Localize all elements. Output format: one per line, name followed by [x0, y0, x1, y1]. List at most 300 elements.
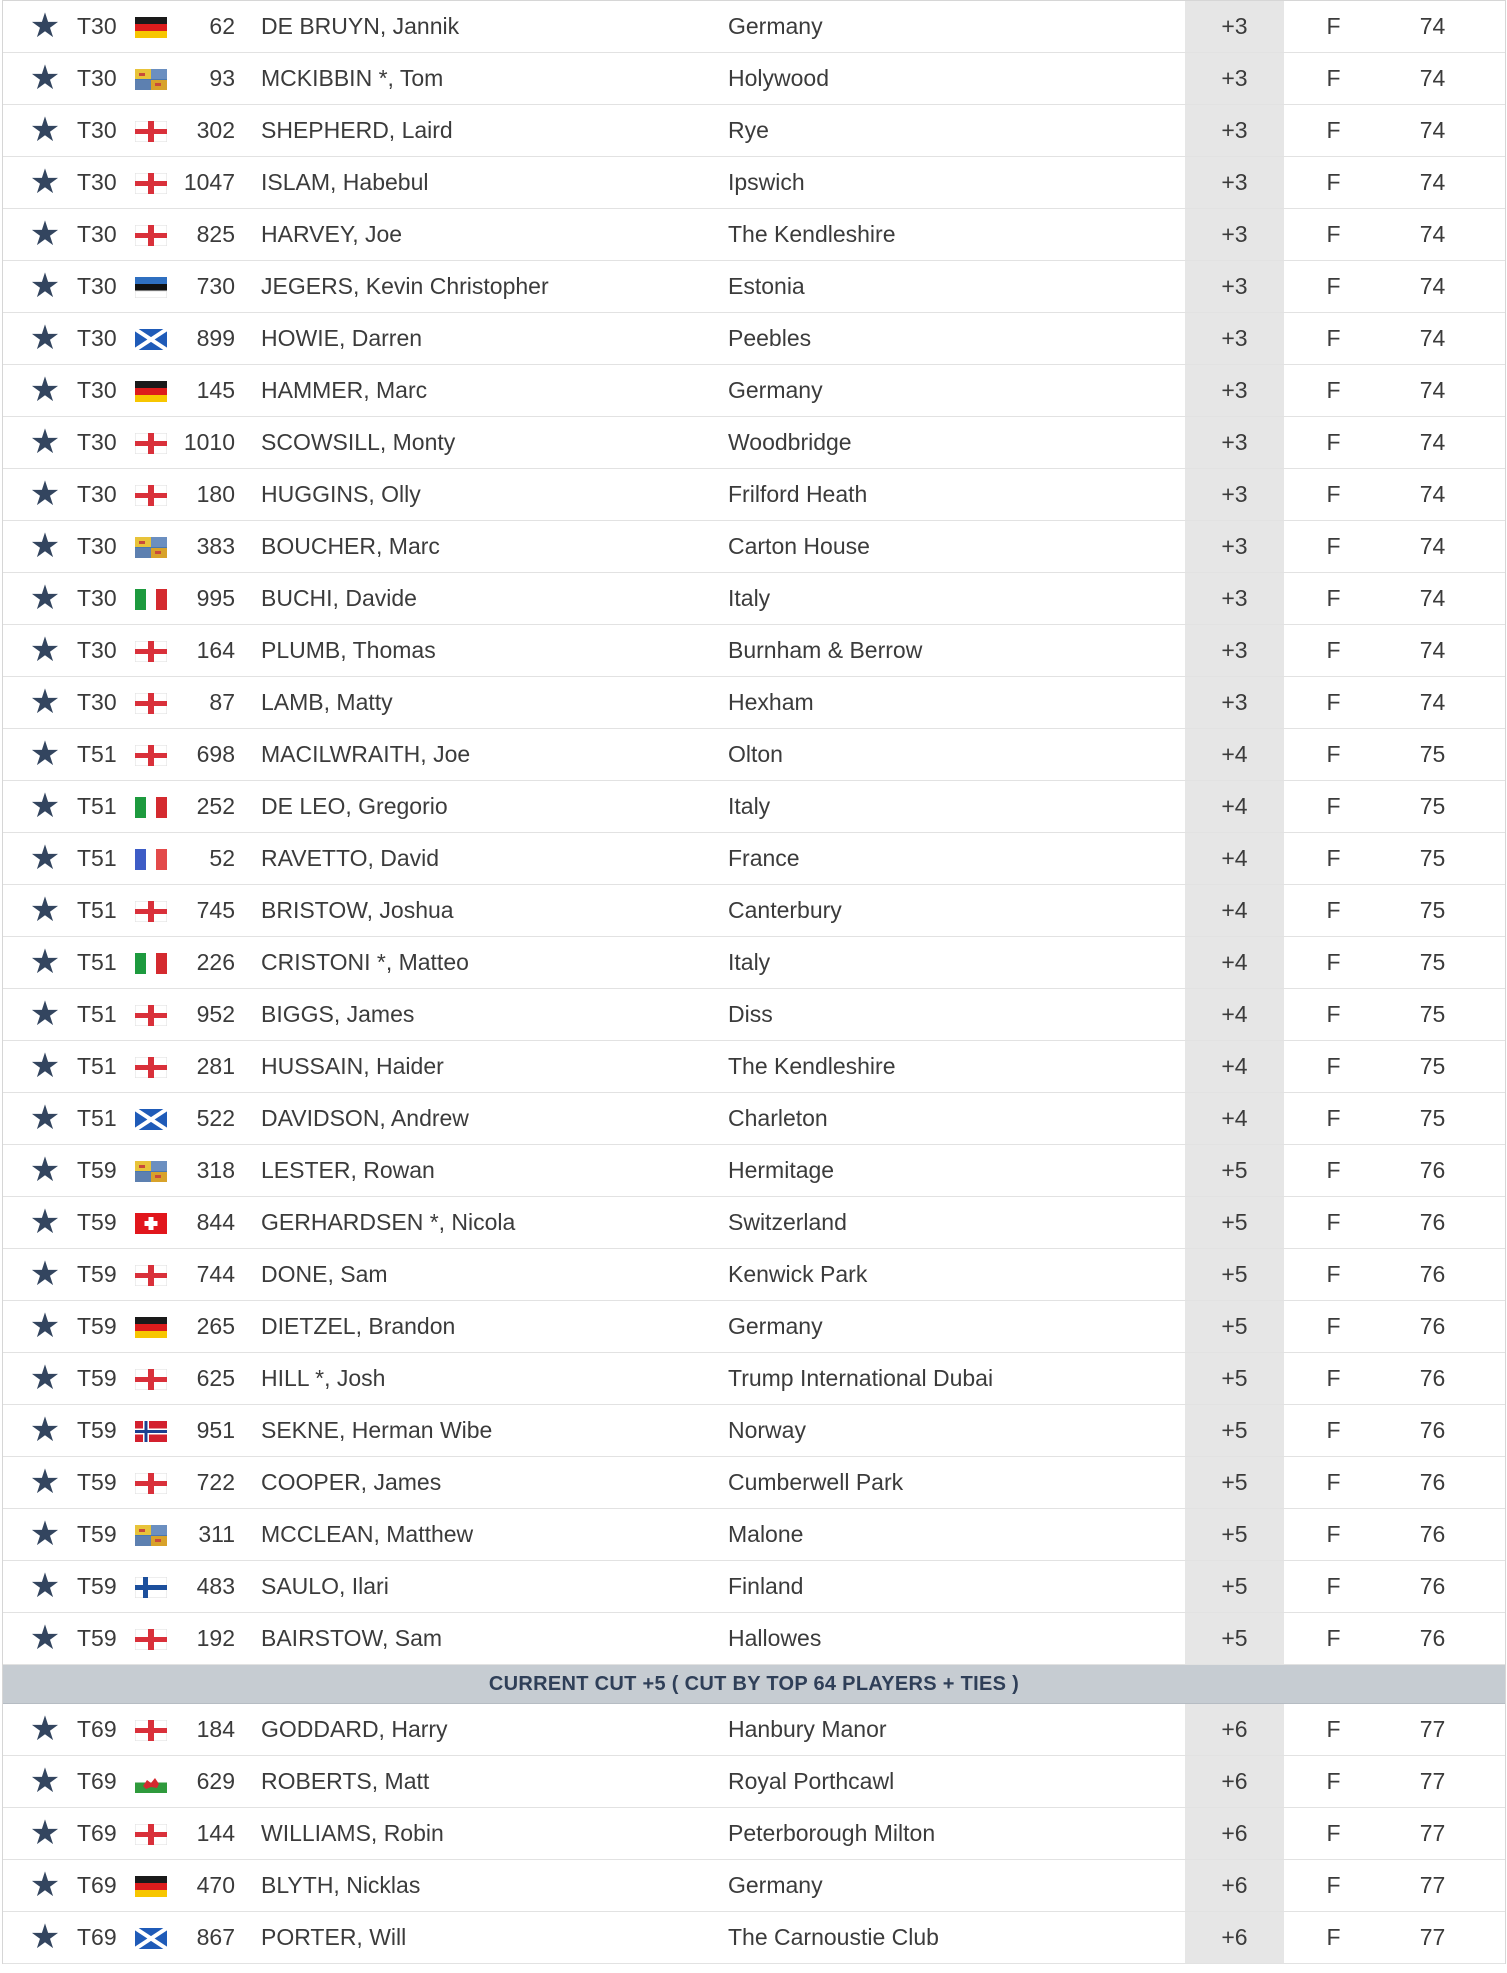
- player-club: Holywood: [728, 65, 829, 91]
- eng-flag-icon: [135, 901, 167, 922]
- holes-thru: F: [1326, 13, 1341, 39]
- position: T59: [77, 1261, 117, 1287]
- player-name-link[interactable]: GERHARDSEN *, Nicola: [261, 1209, 516, 1235]
- player-row[interactable]: [3, 261, 1505, 313]
- holes-thru: F: [1326, 325, 1341, 351]
- player-number: 87: [209, 689, 235, 715]
- position: T69: [77, 1872, 117, 1898]
- favourite-star-icon[interactable]: ★: [29, 1463, 61, 1501]
- holes-thru: F: [1326, 1365, 1341, 1391]
- player-name-link[interactable]: MACILWRAITH, Joe: [261, 741, 471, 767]
- player-name-link[interactable]: WILLIAMS, Robin: [261, 1820, 444, 1846]
- holes-thru: F: [1326, 1521, 1341, 1547]
- player-number: 844: [196, 1209, 235, 1235]
- player-row[interactable]: [3, 1704, 1505, 1756]
- holes-thru: F: [1326, 1716, 1341, 1742]
- player-row[interactable]: [3, 365, 1505, 417]
- player-club: The Carnoustie Club: [728, 1924, 939, 1950]
- player-name-link[interactable]: HUSSAIN, Haider: [261, 1053, 444, 1079]
- sco-flag-icon: [135, 1928, 167, 1949]
- favourite-star-icon[interactable]: ★: [29, 527, 61, 565]
- player-number: 698: [196, 741, 235, 767]
- round-total: 74: [1419, 429, 1446, 455]
- favourite-star-icon[interactable]: ★: [29, 1918, 61, 1956]
- ee-flag-icon: [135, 277, 167, 298]
- favourite-star-icon[interactable]: ★: [29, 1515, 61, 1553]
- player-club: Italy: [728, 793, 771, 819]
- eng-flag-icon: [135, 1720, 167, 1741]
- player-row[interactable]: [3, 1860, 1505, 1912]
- holes-thru: F: [1326, 65, 1341, 91]
- score-to-par: +3: [1185, 261, 1284, 312]
- favourite-star-icon[interactable]: ★: [29, 111, 61, 149]
- holes-thru: F: [1326, 1105, 1341, 1131]
- player-number: 144: [196, 1820, 235, 1846]
- player-name-link[interactable]: BRISTOW, Joshua: [261, 897, 454, 923]
- player-club: Malone: [728, 1521, 804, 1547]
- favourite-star-icon[interactable]: ★: [29, 1203, 61, 1241]
- score-to-par: +3: [1185, 157, 1284, 208]
- sco-flag-icon: [135, 1109, 167, 1130]
- holes-thru: F: [1326, 637, 1341, 663]
- player-row[interactable]: [3, 1613, 1505, 1665]
- player-row[interactable]: [3, 989, 1505, 1041]
- player-row[interactable]: [3, 209, 1505, 261]
- eng-flag-icon: [135, 1629, 167, 1650]
- position: T59: [77, 1469, 117, 1495]
- position: T30: [77, 65, 117, 91]
- score-to-par: +5: [1185, 1613, 1284, 1664]
- player-number: 722: [196, 1469, 235, 1495]
- player-number: 744: [196, 1261, 235, 1287]
- score-to-par: +5: [1185, 1249, 1284, 1300]
- ulster-flag-icon: [135, 1525, 167, 1546]
- player-name-link[interactable]: HOWIE, Darren: [261, 325, 423, 351]
- score-to-par: +3: [1185, 53, 1284, 104]
- round-total: 76: [1419, 1157, 1446, 1183]
- player-number: 625: [196, 1365, 235, 1391]
- favourite-star-icon[interactable]: ★: [29, 787, 61, 825]
- eng-flag-icon: [135, 485, 167, 506]
- cut-line-label: CURRENT CUT +5 ( CUT BY TOP 64 PLAYERS + TIES ): [488, 1673, 1020, 1695]
- favourite-star-icon[interactable]: ★: [29, 163, 61, 201]
- de-flag-icon: [135, 1876, 167, 1897]
- player-row[interactable]: [3, 1912, 1505, 1964]
- player-club: Olton: [728, 741, 783, 767]
- player-name-link[interactable]: GODDARD, Harry: [261, 1716, 448, 1742]
- round-total: 76: [1419, 1521, 1446, 1547]
- favourite-star-icon[interactable]: ★: [29, 1866, 61, 1904]
- player-club: Switzerland: [728, 1209, 847, 1235]
- player-row[interactable]: [3, 105, 1505, 157]
- player-club: Rye: [728, 117, 769, 143]
- player-row[interactable]: [3, 573, 1505, 625]
- player-number: 1010: [183, 429, 235, 455]
- favourite-star-icon[interactable]: ★: [29, 995, 61, 1033]
- player-number: 470: [196, 1872, 235, 1898]
- player-row[interactable]: [3, 1808, 1505, 1860]
- player-row[interactable]: [3, 1756, 1505, 1808]
- round-total: 74: [1419, 585, 1446, 611]
- position: T51: [77, 1105, 117, 1131]
- player-number: 318: [196, 1157, 235, 1183]
- position: T59: [77, 1157, 117, 1183]
- eng-flag-icon: [135, 1824, 167, 1845]
- round-total: 74: [1419, 637, 1446, 663]
- holes-thru: F: [1326, 845, 1341, 871]
- player-row[interactable]: [3, 1405, 1505, 1457]
- de-flag-icon: [135, 17, 167, 38]
- player-club: Peebles: [728, 325, 812, 351]
- player-number: 383: [196, 533, 235, 559]
- holes-thru: F: [1326, 169, 1341, 195]
- score-to-par: +5: [1185, 1197, 1284, 1248]
- eng-flag-icon: [135, 1473, 167, 1494]
- position: T30: [77, 169, 117, 195]
- position: T30: [77, 689, 117, 715]
- player-club: Cumberwell Park: [728, 1469, 904, 1495]
- favourite-star-icon[interactable]: ★: [29, 215, 61, 253]
- holes-thru: F: [1326, 1209, 1341, 1235]
- round-total: 76: [1419, 1365, 1446, 1391]
- favourite-star-icon[interactable]: ★: [29, 475, 61, 513]
- favourite-star-icon[interactable]: ★: [29, 1151, 61, 1189]
- round-total: 75: [1419, 897, 1446, 923]
- score-to-par: +6: [1185, 1704, 1284, 1755]
- favourite-star-icon[interactable]: ★: [29, 1359, 61, 1397]
- player-name-link[interactable]: BUCHI, Davide: [261, 585, 417, 611]
- round-total: 74: [1419, 117, 1446, 143]
- holes-thru: F: [1326, 1417, 1341, 1443]
- player-name-link[interactable]: ROBERTS, Matt: [261, 1768, 430, 1794]
- player-club: Diss: [728, 1001, 773, 1027]
- player-name-link[interactable]: SAULO, Ilari: [261, 1573, 389, 1599]
- player-number: 281: [196, 1053, 235, 1079]
- position: T59: [77, 1573, 117, 1599]
- position: T30: [77, 637, 117, 663]
- score-to-par: +5: [1185, 1145, 1284, 1196]
- score-to-par: +6: [1185, 1756, 1284, 1807]
- favourite-star-icon[interactable]: ★: [29, 683, 61, 721]
- player-row[interactable]: [3, 625, 1505, 677]
- player-number: 825: [196, 221, 235, 247]
- score-to-par: +4: [1185, 937, 1284, 988]
- leaderboard-rows-above-cut: [3, 1, 1505, 1665]
- player-row[interactable]: [3, 1561, 1505, 1613]
- player-name-link[interactable]: SHEPHERD, Laird: [261, 117, 453, 143]
- position: T59: [77, 1365, 117, 1391]
- player-name-link[interactable]: HARVEY, Joe: [261, 221, 403, 247]
- player-club: Germany: [728, 13, 823, 39]
- player-name-link[interactable]: DIETZEL, Brandon: [261, 1313, 456, 1339]
- favourite-star-icon[interactable]: ★: [29, 735, 61, 773]
- round-total: 74: [1419, 377, 1446, 403]
- player-club: Finland: [728, 1573, 804, 1599]
- player-club: Germany: [728, 377, 823, 403]
- score-to-par: +4: [1185, 781, 1284, 832]
- favourite-star-icon[interactable]: ★: [29, 1710, 61, 1748]
- score-to-par: +6: [1185, 1860, 1284, 1911]
- player-row[interactable]: [3, 313, 1505, 365]
- round-total: 74: [1419, 689, 1446, 715]
- score-to-par: +5: [1185, 1301, 1284, 1352]
- player-number: 311: [198, 1521, 235, 1547]
- score-to-par: +3: [1185, 365, 1284, 416]
- favourite-star-icon[interactable]: ★: [29, 1814, 61, 1852]
- player-number: 62: [209, 13, 235, 39]
- player-club: Canterbury: [728, 897, 842, 923]
- player-club: Kenwick Park: [728, 1261, 868, 1287]
- favourite-star-icon[interactable]: ★: [29, 1307, 61, 1345]
- player-name-link[interactable]: LESTER, Rowan: [261, 1157, 435, 1183]
- player-club: Royal Porthcawl: [728, 1768, 895, 1794]
- position: T59: [77, 1209, 117, 1235]
- player-name-link[interactable]: BIGGS, James: [261, 1001, 415, 1027]
- holes-thru: F: [1326, 585, 1341, 611]
- favourite-star-icon[interactable]: ★: [29, 891, 61, 929]
- position: T69: [77, 1820, 117, 1846]
- player-row[interactable]: [3, 521, 1505, 573]
- player-club: Carton House: [728, 533, 870, 559]
- eng-flag-icon: [135, 1369, 167, 1390]
- player-row[interactable]: [3, 157, 1505, 209]
- player-number: 184: [196, 1716, 235, 1742]
- favourite-star-icon[interactable]: ★: [29, 1619, 61, 1657]
- ulster-flag-icon: [135, 1161, 167, 1182]
- favourite-star-icon[interactable]: ★: [29, 1255, 61, 1293]
- round-total: 74: [1419, 65, 1446, 91]
- round-total: 74: [1419, 533, 1446, 559]
- player-row[interactable]: [3, 1509, 1505, 1561]
- ulster-flag-icon: [135, 69, 167, 90]
- position: T30: [77, 13, 117, 39]
- wal-flag-icon: [135, 1772, 167, 1793]
- eng-flag-icon: [135, 1057, 167, 1078]
- score-to-par: +4: [1185, 833, 1284, 884]
- player-number: 629: [196, 1768, 235, 1794]
- round-total: 77: [1419, 1872, 1446, 1898]
- player-number: 226: [196, 949, 235, 975]
- player-name-link[interactable]: MCKIBBIN *, Tom: [261, 65, 444, 91]
- score-to-par: +5: [1185, 1353, 1284, 1404]
- player-number: 745: [196, 897, 235, 923]
- player-club: Hallowes: [728, 1625, 822, 1651]
- player-club: Peterborough Milton: [728, 1820, 936, 1846]
- position: T51: [77, 845, 117, 871]
- eng-flag-icon: [135, 173, 167, 194]
- favourite-star-icon[interactable]: ★: [29, 319, 61, 357]
- player-name-link[interactable]: DE LEO, Gregorio: [261, 793, 448, 819]
- holes-thru: F: [1326, 273, 1341, 299]
- round-total: 74: [1419, 221, 1446, 247]
- player-club: Ipswich: [728, 169, 805, 195]
- holes-thru: F: [1326, 949, 1341, 975]
- favourite-star-icon[interactable]: ★: [29, 371, 61, 409]
- player-row[interactable]: [3, 937, 1505, 989]
- round-total: 76: [1419, 1625, 1446, 1651]
- position: T30: [77, 429, 117, 455]
- player-row[interactable]: [3, 417, 1505, 469]
- player-name-link[interactable]: ISLAM, Habebul: [261, 169, 429, 195]
- player-row[interactable]: [3, 677, 1505, 729]
- player-name-link[interactable]: JEGERS, Kevin Christopher: [261, 273, 549, 299]
- player-name-link[interactable]: DAVIDSON, Andrew: [261, 1105, 469, 1131]
- favourite-star-icon[interactable]: ★: [29, 1099, 61, 1137]
- eng-flag-icon: [135, 433, 167, 454]
- player-name-link[interactable]: HILL *, Josh: [261, 1365, 386, 1391]
- score-to-par: +3: [1185, 417, 1284, 468]
- fr-flag-icon: [135, 849, 167, 870]
- player-row[interactable]: [3, 1197, 1505, 1249]
- round-total: 76: [1419, 1313, 1446, 1339]
- favourite-star-icon[interactable]: ★: [29, 59, 61, 97]
- holes-thru: F: [1326, 1872, 1341, 1898]
- player-name-link[interactable]: BOUCHER, Marc: [261, 533, 440, 559]
- de-flag-icon: [135, 1317, 167, 1338]
- player-row[interactable]: [3, 1457, 1505, 1509]
- player-club: Germany: [728, 1313, 823, 1339]
- favourite-star-icon[interactable]: ★: [29, 1762, 61, 1800]
- player-name-link[interactable]: COOPER, James: [261, 1469, 442, 1495]
- favourite-star-icon[interactable]: ★: [29, 1567, 61, 1605]
- player-name-link[interactable]: BAIRSTOW, Sam: [261, 1625, 443, 1651]
- score-to-par: +5: [1185, 1509, 1284, 1560]
- position: T30: [77, 377, 117, 403]
- player-row[interactable]: [3, 53, 1505, 105]
- position: T30: [77, 117, 117, 143]
- round-total: 75: [1419, 1001, 1446, 1027]
- player-club: Woodbridge: [728, 429, 852, 455]
- position: T30: [77, 585, 117, 611]
- player-club: Germany: [728, 1872, 823, 1898]
- ch-flag-icon: [135, 1213, 167, 1234]
- score-to-par: +3: [1185, 521, 1284, 572]
- player-row[interactable]: [3, 781, 1505, 833]
- eng-flag-icon: [135, 693, 167, 714]
- favourite-star-icon[interactable]: ★: [29, 1047, 61, 1085]
- player-row[interactable]: [3, 1301, 1505, 1353]
- favourite-star-icon[interactable]: ★: [29, 943, 61, 981]
- player-row[interactable]: [3, 1353, 1505, 1405]
- position: T30: [77, 221, 117, 247]
- player-club: Trump International Dubai: [728, 1365, 994, 1391]
- player-row[interactable]: [3, 1, 1505, 53]
- player-row[interactable]: [3, 729, 1505, 781]
- favourite-star-icon[interactable]: ★: [29, 631, 61, 669]
- cut-line-banner: [3, 1665, 1505, 1704]
- player-number: 192: [196, 1625, 235, 1651]
- position: T59: [77, 1625, 117, 1651]
- player-name-link[interactable]: DE BRUYN, Jannik: [261, 13, 460, 39]
- round-total: 75: [1419, 1053, 1446, 1079]
- player-name-link[interactable]: SCOWSILL, Monty: [261, 429, 456, 455]
- player-name-link[interactable]: RAVETTO, David: [261, 845, 440, 871]
- player-name-link[interactable]: SEKNE, Herman Wibe: [261, 1417, 493, 1443]
- player-row[interactable]: [3, 1249, 1505, 1301]
- eng-flag-icon: [135, 121, 167, 142]
- score-to-par: +4: [1185, 989, 1284, 1040]
- holes-thru: F: [1326, 481, 1341, 507]
- player-number: 145: [196, 377, 235, 403]
- score-to-par: +5: [1185, 1405, 1284, 1456]
- player-row[interactable]: [3, 1093, 1505, 1145]
- player-row[interactable]: [3, 885, 1505, 937]
- round-total: 74: [1419, 169, 1446, 195]
- position: T51: [77, 741, 117, 767]
- holes-thru: F: [1326, 533, 1341, 559]
- player-number: 951: [196, 1417, 235, 1443]
- favourite-star-icon[interactable]: ★: [29, 839, 61, 877]
- player-name-link[interactable]: CRISTONI *, Matteo: [261, 949, 469, 975]
- round-total: 77: [1419, 1716, 1446, 1742]
- holes-thru: F: [1326, 1053, 1341, 1079]
- player-number: 899: [196, 325, 235, 351]
- round-total: 74: [1419, 481, 1446, 507]
- player-club: Italy: [728, 585, 771, 611]
- player-row[interactable]: [3, 1041, 1505, 1093]
- favourite-star-icon[interactable]: ★: [29, 7, 61, 45]
- position: T51: [77, 1001, 117, 1027]
- holes-thru: F: [1326, 377, 1341, 403]
- eng-flag-icon: [135, 1005, 167, 1026]
- player-name-link[interactable]: PORTER, Will: [261, 1924, 407, 1950]
- position: T30: [77, 325, 117, 351]
- no-flag-icon: [135, 1421, 167, 1442]
- player-number: 867: [196, 1924, 235, 1950]
- it-flag-icon: [135, 953, 167, 974]
- player-club: Charleton: [728, 1105, 828, 1131]
- score-to-par: +3: [1185, 105, 1284, 156]
- favourite-star-icon[interactable]: ★: [29, 267, 61, 305]
- position: T69: [77, 1716, 117, 1742]
- player-name-link[interactable]: DONE, Sam: [261, 1261, 388, 1287]
- player-row[interactable]: [3, 469, 1505, 521]
- holes-thru: F: [1326, 1573, 1341, 1599]
- position: T51: [77, 949, 117, 975]
- score-to-par: +4: [1185, 1041, 1284, 1092]
- round-total: 76: [1419, 1261, 1446, 1287]
- player-name-link[interactable]: BLYTH, Nicklas: [261, 1872, 421, 1898]
- holes-thru: F: [1326, 793, 1341, 819]
- score-to-par: +4: [1185, 885, 1284, 936]
- player-name-link[interactable]: HAMMER, Marc: [261, 377, 428, 403]
- player-row[interactable]: [3, 1145, 1505, 1197]
- player-club: Hermitage: [728, 1157, 835, 1183]
- player-club: Estonia: [728, 273, 805, 299]
- it-flag-icon: [135, 797, 167, 818]
- favourite-star-icon[interactable]: ★: [29, 1411, 61, 1449]
- holes-thru: F: [1326, 221, 1341, 247]
- player-name-link[interactable]: LAMB, Matty: [261, 689, 393, 715]
- round-total: 75: [1419, 949, 1446, 975]
- player-club: Frilford Heath: [728, 481, 868, 507]
- player-club: Hanbury Manor: [728, 1716, 887, 1742]
- favourite-star-icon[interactable]: ★: [29, 423, 61, 461]
- player-row[interactable]: [3, 833, 1505, 885]
- holes-thru: F: [1326, 897, 1341, 923]
- score-to-par: +3: [1185, 209, 1284, 260]
- player-name-link[interactable]: MCCLEAN, Matthew: [261, 1521, 474, 1547]
- player-number: 952: [196, 1001, 235, 1027]
- player-name-link[interactable]: PLUMB, Thomas: [261, 637, 436, 663]
- score-to-par: +5: [1185, 1561, 1284, 1612]
- score-to-par: +6: [1185, 1912, 1284, 1963]
- round-total: 77: [1419, 1768, 1446, 1794]
- player-name-link[interactable]: HUGGINS, Olly: [261, 481, 421, 507]
- favourite-star-icon[interactable]: ★: [29, 579, 61, 617]
- position: T51: [77, 1053, 117, 1079]
- position: T51: [77, 793, 117, 819]
